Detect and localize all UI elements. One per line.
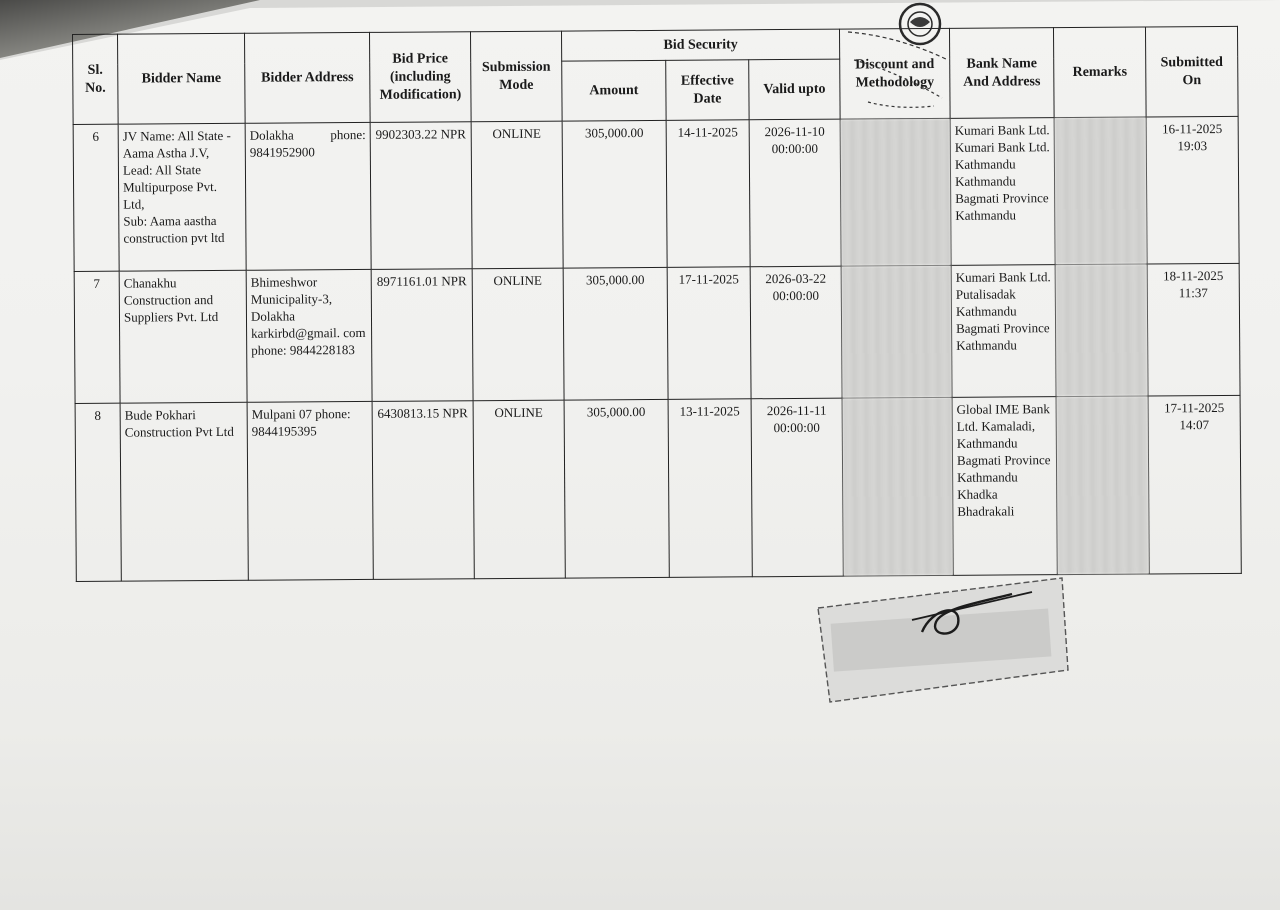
cell-bid-price: 6430813.15 NPR (372, 401, 474, 580)
cell-submission-mode: ONLINE (473, 400, 565, 579)
cell-submission-mode: ONLINE (471, 121, 563, 269)
bid-opening-table (72, 26, 1242, 582)
cell-bidder-name: Chanakhu Construction and Suppliers Pvt. Ltd (119, 270, 247, 403)
cell-effective-date: 14-11-2025 (666, 120, 750, 268)
header-sl-no: Sl. No. (73, 34, 119, 124)
cell-bank: Kumari Bank Ltd. Kumari Bank Ltd. Kathmandu Kathmandu Bagmati Province Kathmandu (950, 118, 1055, 266)
cell-effective-date: 17-11-2025 (667, 267, 751, 400)
cell-remarks-redacted (1054, 117, 1147, 265)
cell-bank: Global IME Bank Ltd. Kamaladi, Kathmandu Bagmati Province Kathmandu Khadka Bhadrakali (952, 397, 1057, 576)
header-bidder-address: Bidder Address (244, 32, 370, 123)
header-remarks: Remarks (1053, 27, 1146, 118)
cell-discount-redacted (841, 265, 952, 398)
header-valid-upto: Valid upto (749, 59, 840, 120)
header-bid-price: Bid Price (including Modification) (369, 32, 471, 123)
cell-remarks-redacted (1056, 396, 1149, 575)
header-submitted-on: Submitted On (1145, 26, 1238, 117)
cell-submitted-on: 18-11-2025 11:37 (1147, 263, 1240, 396)
table-row (75, 395, 1241, 581)
cell-bid-price: 9902303.22 NPR (370, 122, 472, 270)
header-bid-security: Bid Security (561, 29, 839, 61)
cell-valid-upto: 2026-03-22 00:00:00 (750, 266, 842, 399)
table-row (73, 116, 1239, 271)
cell-discount-redacted (842, 397, 953, 576)
cell-bidder-address: Mulpani 07 phone: 9844195395 (247, 401, 373, 580)
cell-sl: 7 (74, 271, 120, 403)
cell-submitted-on: 17-11-2025 14:07 (1148, 395, 1241, 574)
cell-amount: 305,000.00 (564, 399, 669, 578)
header-effective-date: Effective Date (666, 60, 749, 121)
cell-submitted-on: 16-11-2025 19:03 (1146, 116, 1239, 264)
table-row (74, 263, 1240, 403)
header-amount: Amount (562, 60, 666, 121)
cell-bidder-name: JV Name: All State - Aama Astha J.V, Lead: All State Multipurpose Pvt. Ltd, Sub: Aama aastha construction pvt ltd (118, 123, 246, 271)
header-bidder-name: Bidder Name (118, 33, 246, 124)
cell-amount: 305,000.00 (562, 120, 667, 268)
cell-amount: 305,000.00 (563, 267, 668, 400)
cell-bidder-address: Dolakha phone: 9841952900 (245, 122, 371, 270)
cell-bidder-address: Bhimeshwor Municipality-3, Dolakha karkirbd@gmail. com phone: 9844228183 (246, 269, 372, 402)
cell-bank: Kumari Bank Ltd. Putalisadak Kathmandu Bagmati Province Kathmandu (951, 265, 1056, 398)
cell-sl: 8 (75, 403, 121, 581)
cell-sl: 6 (73, 124, 119, 271)
cell-bidder-name: Bude Pokhari Construction Pvt Ltd (120, 402, 248, 581)
header-bank: Bank Name And Address (949, 28, 1054, 119)
cell-remarks-redacted (1055, 264, 1148, 397)
cell-submission-mode: ONLINE (472, 268, 564, 401)
cell-valid-upto: 2026-11-10 00:00:00 (749, 119, 841, 267)
header-submission-mode: Submission Mode (470, 31, 562, 122)
header-discount-methodology: Discount and Methodology (839, 28, 950, 119)
cell-bid-price: 8971161.01 NPR (371, 269, 473, 402)
cell-discount-redacted (840, 118, 951, 266)
cell-valid-upto: 2026-11-11 00:00:00 (751, 398, 843, 577)
cell-effective-date: 13-11-2025 (668, 399, 752, 578)
